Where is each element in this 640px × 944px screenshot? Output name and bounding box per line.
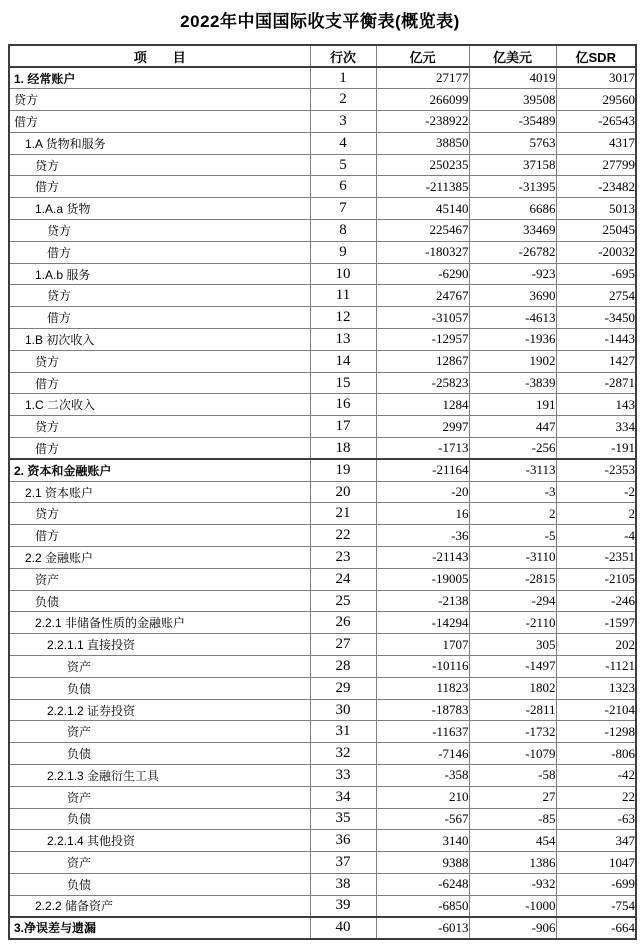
usd-value-cell: -4613 xyxy=(469,307,556,329)
line-number-cell: 33 xyxy=(310,765,376,787)
table-row xyxy=(9,350,636,372)
table-row xyxy=(9,220,636,242)
sdr-value-cell: 4317 xyxy=(556,132,636,154)
table-row xyxy=(9,198,636,220)
table-row xyxy=(9,765,636,787)
usd-value-cell: -3839 xyxy=(469,372,556,394)
sdr-value-cell: -2351 xyxy=(556,547,636,569)
sdr-value-cell: -3450 xyxy=(556,307,636,329)
sdr-value-cell: 5013 xyxy=(556,198,636,220)
cny-value-cell: 9388 xyxy=(376,852,469,874)
table-row xyxy=(9,154,636,176)
usd-value-cell: -932 xyxy=(469,873,556,895)
table-row xyxy=(9,677,636,699)
sdr-value-cell: -664 xyxy=(556,917,636,939)
cny-value-cell: -25823 xyxy=(376,372,469,394)
cny-value-cell: -1713 xyxy=(376,438,469,460)
cny-value-cell: 225467 xyxy=(376,220,469,242)
cny-value-cell: 11823 xyxy=(376,677,469,699)
table-row xyxy=(9,547,636,569)
item-cell: 贷方 xyxy=(9,350,310,372)
line-number-cell: 1 xyxy=(310,67,376,89)
usd-value-cell: 39508 xyxy=(469,89,556,111)
line-number-cell: 30 xyxy=(310,699,376,721)
sdr-value-cell: -2353 xyxy=(556,459,636,481)
sdr-value-cell: 1047 xyxy=(556,852,636,874)
table-row xyxy=(9,176,636,198)
table-row xyxy=(9,634,636,656)
item-cell: 借方 xyxy=(9,111,310,133)
item-cell: 负债 xyxy=(9,677,310,699)
sdr-value-cell: 2754 xyxy=(556,285,636,307)
usd-value-cell: 191 xyxy=(469,394,556,416)
usd-value-cell: 27 xyxy=(469,786,556,808)
sdr-value-cell: -20032 xyxy=(556,241,636,263)
usd-value-cell: -1079 xyxy=(469,743,556,765)
usd-value-cell: -31395 xyxy=(469,176,556,198)
line-number-cell: 24 xyxy=(310,568,376,590)
usd-value-cell: -294 xyxy=(469,590,556,612)
item-cell: 贷方 xyxy=(9,503,310,525)
sdr-value-cell: -26543 xyxy=(556,111,636,133)
table-row xyxy=(9,481,636,503)
sdr-value-cell: -806 xyxy=(556,743,636,765)
line-number-cell: 19 xyxy=(310,459,376,481)
line-number-cell: 25 xyxy=(310,590,376,612)
sdr-value-cell: -2105 xyxy=(556,568,636,590)
line-number-cell: 27 xyxy=(310,634,376,656)
sdr-value-cell: -1443 xyxy=(556,329,636,351)
sdr-value-cell: -23482 xyxy=(556,176,636,198)
column-header-line: 行次 xyxy=(310,45,376,67)
item-cell: 借方 xyxy=(9,372,310,394)
cny-value-cell: -36 xyxy=(376,525,469,547)
usd-value-cell: -1732 xyxy=(469,721,556,743)
table-row xyxy=(9,89,636,111)
usd-value-cell: -2815 xyxy=(469,568,556,590)
sdr-value-cell: -1121 xyxy=(556,656,636,678)
sdr-value-cell: -42 xyxy=(556,765,636,787)
table-row xyxy=(9,263,636,285)
table-row xyxy=(9,525,636,547)
line-number-cell: 22 xyxy=(310,525,376,547)
page-title: 2022年中国国际收支平衡表(概览表) xyxy=(180,12,460,31)
column-header-usd: 亿美元 xyxy=(469,45,556,67)
table-row xyxy=(9,808,636,830)
table-row xyxy=(9,786,636,808)
line-number-cell: 23 xyxy=(310,547,376,569)
table-row xyxy=(9,416,636,438)
usd-value-cell: 1386 xyxy=(469,852,556,874)
line-number-cell: 10 xyxy=(310,263,376,285)
table-row xyxy=(9,873,636,895)
item-cell: 1.C 二次收入 xyxy=(9,394,310,416)
line-number-cell: 35 xyxy=(310,808,376,830)
header-row xyxy=(9,45,636,67)
sdr-value-cell: -2 xyxy=(556,481,636,503)
column-header-sdr: 亿SDR xyxy=(556,45,636,67)
sdr-value-cell: 334 xyxy=(556,416,636,438)
cny-value-cell: 24767 xyxy=(376,285,469,307)
usd-value-cell: 1802 xyxy=(469,677,556,699)
line-number-cell: 39 xyxy=(310,895,376,917)
item-cell: 资产 xyxy=(9,786,310,808)
cny-value-cell: -211385 xyxy=(376,176,469,198)
table-row xyxy=(9,307,636,329)
line-number-cell: 38 xyxy=(310,873,376,895)
cny-value-cell: -14294 xyxy=(376,612,469,634)
cny-value-cell: -12957 xyxy=(376,329,469,351)
line-number-cell: 20 xyxy=(310,481,376,503)
item-cell: 负债 xyxy=(9,808,310,830)
table-row xyxy=(9,568,636,590)
item-cell: 2.2.1.2 证券投资 xyxy=(9,699,310,721)
sdr-value-cell: -1298 xyxy=(556,721,636,743)
sdr-value-cell: -695 xyxy=(556,263,636,285)
cny-value-cell: -10116 xyxy=(376,656,469,678)
cny-value-cell: -19005 xyxy=(376,568,469,590)
cny-value-cell: -31057 xyxy=(376,307,469,329)
cny-value-cell: -6013 xyxy=(376,917,469,939)
usd-value-cell: -3110 xyxy=(469,547,556,569)
sdr-value-cell: 27799 xyxy=(556,154,636,176)
item-cell: 1.B 初次收入 xyxy=(9,329,310,351)
line-number-cell: 40 xyxy=(310,917,376,939)
item-cell: 2.2.1 非储备性质的金融账户 xyxy=(9,612,310,634)
cny-value-cell: -6248 xyxy=(376,873,469,895)
sdr-value-cell: 143 xyxy=(556,394,636,416)
table-row xyxy=(9,852,636,874)
usd-value-cell: -35489 xyxy=(469,111,556,133)
sdr-value-cell: 22 xyxy=(556,786,636,808)
table-row xyxy=(9,917,636,939)
sdr-value-cell: 2 xyxy=(556,503,636,525)
item-cell: 贷方 xyxy=(9,154,310,176)
sdr-value-cell: -2871 xyxy=(556,372,636,394)
sdr-value-cell: -1597 xyxy=(556,612,636,634)
item-cell: 1.A.b 服务 xyxy=(9,263,310,285)
cny-value-cell: 2997 xyxy=(376,416,469,438)
cny-value-cell: -2138 xyxy=(376,590,469,612)
usd-value-cell: 305 xyxy=(469,634,556,656)
item-cell: 资产 xyxy=(9,721,310,743)
item-cell: 负债 xyxy=(9,743,310,765)
item-cell: 借方 xyxy=(9,307,310,329)
usd-value-cell: -26782 xyxy=(469,241,556,263)
cny-value-cell: -6850 xyxy=(376,895,469,917)
table-row xyxy=(9,459,636,481)
item-cell: 2.2 金融账户 xyxy=(9,547,310,569)
cny-value-cell: -238922 xyxy=(376,111,469,133)
usd-value-cell: 5763 xyxy=(469,132,556,154)
usd-value-cell: -85 xyxy=(469,808,556,830)
item-cell: 贷方 xyxy=(9,416,310,438)
item-cell: 2.2.1.1 直接投资 xyxy=(9,634,310,656)
cny-value-cell: -21143 xyxy=(376,547,469,569)
line-number-cell: 17 xyxy=(310,416,376,438)
item-cell: 2.2.2 储备资产 xyxy=(9,895,310,917)
table-row xyxy=(9,721,636,743)
table-row xyxy=(9,590,636,612)
line-number-cell: 14 xyxy=(310,350,376,372)
sdr-value-cell: 29560 xyxy=(556,89,636,111)
cny-value-cell: -11637 xyxy=(376,721,469,743)
line-number-cell: 11 xyxy=(310,285,376,307)
table-row xyxy=(9,743,636,765)
cny-value-cell: 3140 xyxy=(376,830,469,852)
cny-value-cell: -180327 xyxy=(376,241,469,263)
sdr-value-cell: -246 xyxy=(556,590,636,612)
usd-value-cell: 2 xyxy=(469,503,556,525)
line-number-cell: 3 xyxy=(310,111,376,133)
item-cell: 贷方 xyxy=(9,220,310,242)
usd-value-cell: -5 xyxy=(469,525,556,547)
cny-value-cell: 12867 xyxy=(376,350,469,372)
usd-value-cell: -1936 xyxy=(469,329,556,351)
table-row xyxy=(9,895,636,917)
item-cell: 1. 经常账户 xyxy=(9,67,310,89)
sdr-value-cell: 1427 xyxy=(556,350,636,372)
line-number-cell: 7 xyxy=(310,198,376,220)
table-row xyxy=(9,438,636,460)
item-cell: 借方 xyxy=(9,241,310,263)
item-cell: 2.1 资本账户 xyxy=(9,481,310,503)
table-row xyxy=(9,612,636,634)
line-number-cell: 31 xyxy=(310,721,376,743)
item-cell: 2. 资本和金融账户 xyxy=(9,459,310,481)
cny-value-cell: -21164 xyxy=(376,459,469,481)
usd-value-cell: 4019 xyxy=(469,67,556,89)
usd-value-cell: 447 xyxy=(469,416,556,438)
line-number-cell: 2 xyxy=(310,89,376,111)
item-cell: 资产 xyxy=(9,568,310,590)
cny-value-cell: -358 xyxy=(376,765,469,787)
usd-value-cell: 3690 xyxy=(469,285,556,307)
sdr-value-cell: 202 xyxy=(556,634,636,656)
cny-value-cell: -6290 xyxy=(376,263,469,285)
line-number-cell: 12 xyxy=(310,307,376,329)
sdr-value-cell: -191 xyxy=(556,438,636,460)
item-cell: 负债 xyxy=(9,590,310,612)
item-cell: 借方 xyxy=(9,438,310,460)
item-cell: 2.2.1.3 金融衍生工具 xyxy=(9,765,310,787)
table-row xyxy=(9,830,636,852)
table-row xyxy=(9,699,636,721)
line-number-cell: 9 xyxy=(310,241,376,263)
sdr-value-cell: -699 xyxy=(556,873,636,895)
cny-value-cell: 266099 xyxy=(376,89,469,111)
item-cell: 1.A.a 货物 xyxy=(9,198,310,220)
usd-value-cell: 1902 xyxy=(469,350,556,372)
usd-value-cell: -1497 xyxy=(469,656,556,678)
cny-value-cell: 38850 xyxy=(376,132,469,154)
line-number-cell: 6 xyxy=(310,176,376,198)
usd-value-cell: -58 xyxy=(469,765,556,787)
line-number-cell: 29 xyxy=(310,677,376,699)
table-row xyxy=(9,285,636,307)
line-number-cell: 37 xyxy=(310,852,376,874)
usd-value-cell: 37158 xyxy=(469,154,556,176)
item-cell: 资产 xyxy=(9,852,310,874)
table-row xyxy=(9,329,636,351)
line-number-cell: 26 xyxy=(310,612,376,634)
item-cell: 2.2.1.4 其他投资 xyxy=(9,830,310,852)
usd-value-cell: -256 xyxy=(469,438,556,460)
line-number-cell: 5 xyxy=(310,154,376,176)
sdr-value-cell: -754 xyxy=(556,895,636,917)
cny-value-cell: 27177 xyxy=(376,67,469,89)
item-cell: 1.A 货物和服务 xyxy=(9,132,310,154)
item-cell: 资产 xyxy=(9,656,310,678)
line-number-cell: 13 xyxy=(310,329,376,351)
cny-value-cell: 45140 xyxy=(376,198,469,220)
line-number-cell: 21 xyxy=(310,503,376,525)
table-row xyxy=(9,372,636,394)
usd-value-cell: -906 xyxy=(469,917,556,939)
line-number-cell: 8 xyxy=(310,220,376,242)
table-row xyxy=(9,241,636,263)
item-cell: 借方 xyxy=(9,176,310,198)
table-row xyxy=(9,503,636,525)
item-cell: 贷方 xyxy=(9,89,310,111)
table-row xyxy=(9,132,636,154)
cny-value-cell: 16 xyxy=(376,503,469,525)
usd-value-cell: 6686 xyxy=(469,198,556,220)
item-cell: 3.净误差与遗漏 xyxy=(9,917,310,939)
usd-value-cell: 33469 xyxy=(469,220,556,242)
cny-value-cell: 210 xyxy=(376,786,469,808)
usd-value-cell: -1000 xyxy=(469,895,556,917)
usd-value-cell: -923 xyxy=(469,263,556,285)
sdr-value-cell: 25045 xyxy=(556,220,636,242)
line-number-cell: 18 xyxy=(310,438,376,460)
table-row xyxy=(9,656,636,678)
sdr-value-cell: -2104 xyxy=(556,699,636,721)
usd-value-cell: -3 xyxy=(469,481,556,503)
usd-value-cell: -2110 xyxy=(469,612,556,634)
column-header-cny: 亿元 xyxy=(376,45,469,67)
table-row xyxy=(9,111,636,133)
sdr-value-cell: 347 xyxy=(556,830,636,852)
cny-value-cell: -7146 xyxy=(376,743,469,765)
cny-value-cell: 250235 xyxy=(376,154,469,176)
cny-value-cell: 1707 xyxy=(376,634,469,656)
line-number-cell: 34 xyxy=(310,786,376,808)
item-cell: 借方 xyxy=(9,525,310,547)
line-number-cell: 28 xyxy=(310,656,376,678)
item-cell: 贷方 xyxy=(9,285,310,307)
balance-of-payments-table xyxy=(8,44,637,940)
cny-value-cell: 1284 xyxy=(376,394,469,416)
line-number-cell: 16 xyxy=(310,394,376,416)
sdr-value-cell: -4 xyxy=(556,525,636,547)
usd-value-cell: -3113 xyxy=(469,459,556,481)
usd-value-cell: 454 xyxy=(469,830,556,852)
cny-value-cell: -18783 xyxy=(376,699,469,721)
line-number-cell: 36 xyxy=(310,830,376,852)
column-header-item: 项 目 xyxy=(9,45,310,67)
table-body xyxy=(9,67,636,939)
table-row xyxy=(9,394,636,416)
item-cell: 负债 xyxy=(9,873,310,895)
sdr-value-cell: 1323 xyxy=(556,677,636,699)
table-row xyxy=(9,67,636,89)
sdr-value-cell: -63 xyxy=(556,808,636,830)
line-number-cell: 4 xyxy=(310,132,376,154)
cny-value-cell: -20 xyxy=(376,481,469,503)
cny-value-cell: -567 xyxy=(376,808,469,830)
sdr-value-cell: 3017 xyxy=(556,67,636,89)
usd-value-cell: -2811 xyxy=(469,699,556,721)
line-number-cell: 32 xyxy=(310,743,376,765)
line-number-cell: 15 xyxy=(310,372,376,394)
